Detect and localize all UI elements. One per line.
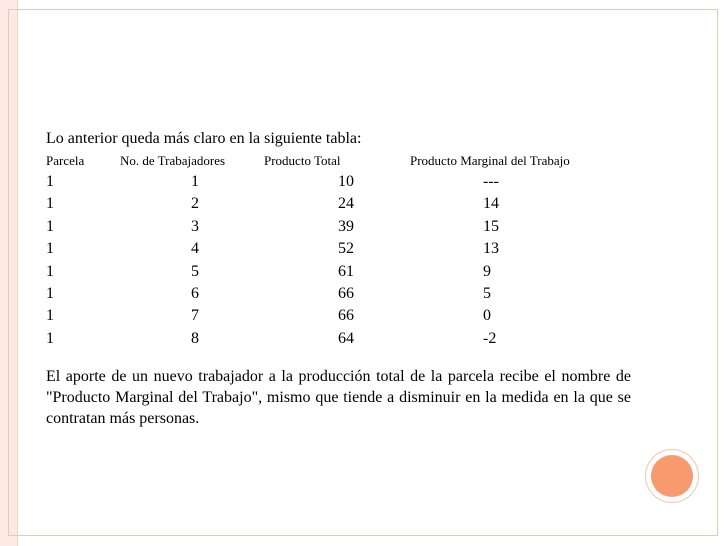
decorative-circle (651, 455, 693, 497)
cell-producto-marginal: 5 (483, 284, 491, 302)
cell-parcela: 1 (46, 240, 54, 258)
data-table (46, 151, 646, 350)
explanation-paragraph: El aporte de un nuevo trabajador a la producción total de la parcela recibe el nombre de "Producto Marginal del Trabajo", mismo que tiende a disminuir en la medida en la que se contratan más personas. (46, 368, 631, 427)
cell-producto-total: 61 (338, 262, 354, 280)
cell-parcela: 1 (46, 284, 54, 302)
cell-trabajadores: 3 (191, 217, 199, 235)
table-row (46, 283, 646, 305)
cell-trabajadores: 6 (191, 284, 199, 302)
table-row (46, 261, 646, 283)
table-header (46, 151, 646, 171)
cell-producto-marginal: 15 (483, 217, 499, 235)
cell-parcela: 1 (46, 173, 54, 190)
cell-trabajadores: 2 (191, 195, 199, 213)
cell-producto-marginal: --- (483, 173, 499, 190)
table-row (46, 238, 646, 260)
cell-parcela: 1 (46, 217, 54, 235)
cell-producto-total: 64 (338, 329, 354, 347)
cell-trabajadores: 1 (191, 173, 199, 190)
intro-text: Lo anterior queda más claro en la siguiente tabla: (46, 130, 362, 147)
cell-producto-total: 10 (338, 173, 354, 190)
cell-trabajadores: 5 (191, 262, 199, 280)
table-row (46, 305, 646, 327)
cell-producto-total: 24 (338, 195, 354, 213)
table-row (46, 171, 646, 193)
cell-trabajadores: 7 (191, 307, 199, 325)
cell-producto-marginal: 13 (483, 240, 499, 258)
cell-producto-marginal: 9 (483, 262, 491, 280)
header-parcela: Parcela (46, 153, 85, 168)
header-producto-total: Producto Total (264, 153, 341, 168)
cell-parcela: 1 (46, 262, 54, 280)
cell-producto-total: 39 (338, 217, 354, 235)
cell-parcela: 1 (46, 329, 54, 347)
cell-producto-marginal: 14 (483, 195, 499, 213)
cell-producto-total: 66 (338, 307, 354, 325)
cell-producto-total: 52 (338, 240, 354, 258)
cell-producto-total: 66 (338, 284, 354, 302)
table-row (46, 328, 646, 350)
cell-trabajadores: 8 (191, 329, 199, 347)
header-trabajadores: No. de Trabajadores (120, 153, 226, 168)
cell-producto-marginal: 0 (483, 307, 491, 325)
cell-producto-marginal: -2 (483, 329, 497, 347)
cell-parcela: 1 (46, 307, 54, 325)
table-row (46, 193, 646, 215)
cell-parcela: 1 (46, 195, 54, 213)
cell-trabajadores: 4 (191, 240, 199, 258)
table-row (46, 216, 646, 238)
header-producto-marginal: Producto Marginal del Trabajo (410, 153, 570, 168)
